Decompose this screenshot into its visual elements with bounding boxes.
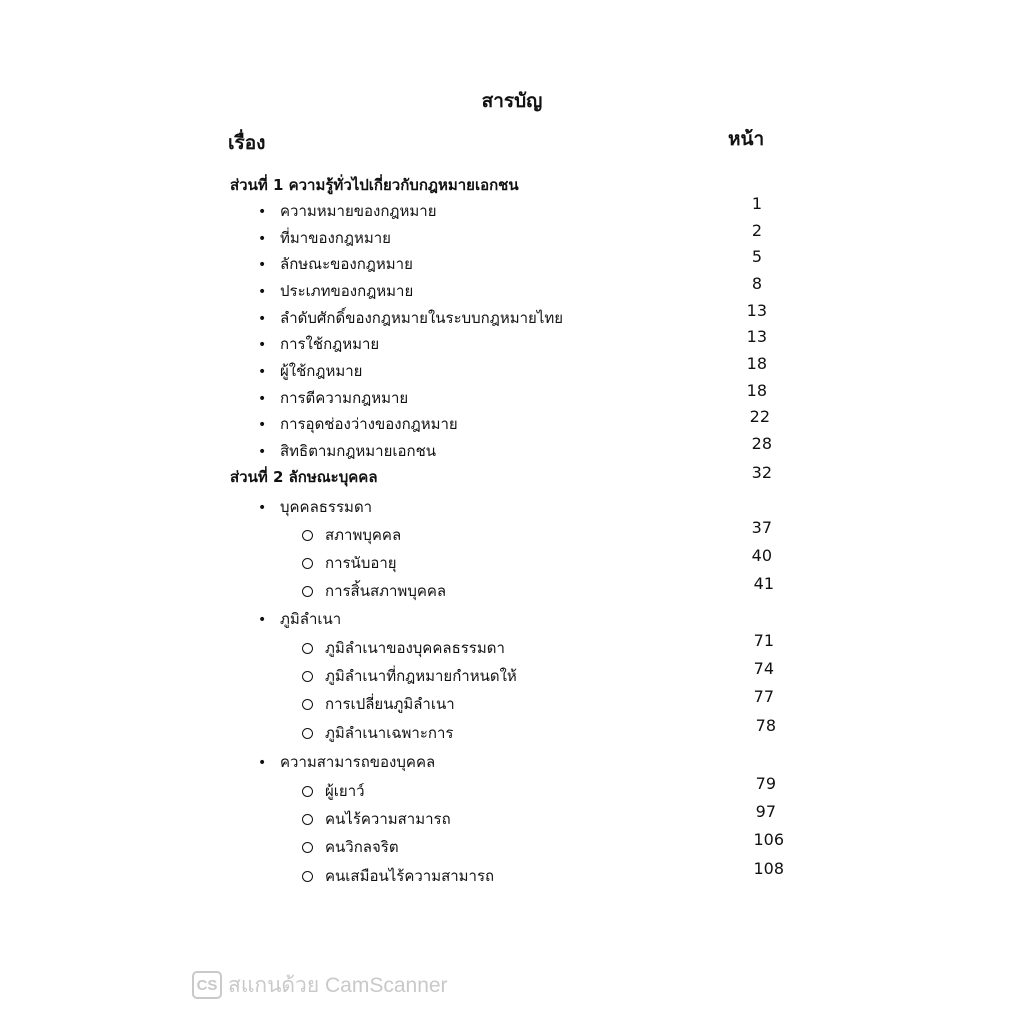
page-number: 18: [746, 381, 767, 400]
circle-bullet-icon: [302, 699, 313, 710]
toc-entry: ภูมิลำเนาของบุคคลธรรมดา: [302, 638, 505, 658]
circle-bullet-icon: [302, 786, 313, 797]
bullet-icon: •: [258, 417, 267, 433]
page-number: 32: [751, 463, 772, 482]
circle-bullet-icon: [302, 871, 313, 882]
section-heading: ส่วนที่ 2 ลักษณะบุคคล: [230, 468, 378, 486]
toc-entry: การนับอายุ: [302, 553, 397, 573]
camscanner-watermark: [192, 968, 448, 1002]
toc-entry: • การอุดช่องว่างของกฎหมาย: [258, 415, 458, 433]
toc-entry: • ผู้ใช้กฎหมาย: [258, 362, 363, 380]
toc-entry: สภาพบุคคล: [302, 525, 401, 545]
toc-entry: • การตีความกฎหมาย: [258, 389, 409, 407]
toc-entry: คนไร้ความสามารถ: [302, 809, 451, 829]
bullet-icon: •: [258, 444, 267, 460]
page-number: 13: [746, 327, 767, 346]
toc-entry: • สิทธิตามกฎหมายเอกชน: [258, 442, 437, 460]
page-number: 106: [753, 830, 784, 849]
bullet-icon: •: [258, 311, 267, 327]
toc-entry: • การใช้กฎหมาย: [258, 335, 380, 353]
page-number: 97: [755, 802, 776, 821]
toc-entry: ภูมิลำเนาเฉพาะการ: [302, 723, 453, 743]
toc-entry: คนเสมือนไร้ความสามารถ: [302, 866, 494, 886]
page-number: 78: [755, 716, 776, 735]
page-number: 8: [751, 274, 762, 293]
bullet-icon: •: [258, 391, 267, 407]
page-number: 2: [751, 221, 762, 240]
page-number: 40: [751, 546, 772, 565]
section-heading: ส่วนที่ 1 ความรู้ทั่วไปเกี่ยวกับกฎหมายเอกชน: [230, 176, 519, 194]
subject-header: เรื่อง: [228, 132, 266, 154]
toc-subsection: • ภูมิลำเนา: [258, 610, 342, 628]
toc-entry: ผู้เยาว์: [302, 781, 365, 801]
camscanner-logo-icon: CS: [192, 971, 222, 999]
page-number: 71: [753, 631, 774, 650]
circle-bullet-icon: [302, 643, 313, 654]
page-number: 108: [753, 859, 784, 878]
toc-subsection: • บุคคลธรรมดา: [258, 498, 373, 516]
toc-entry: การสิ้นสภาพบุคคล: [302, 581, 446, 601]
toc-entry: ภูมิลำเนาที่กฎหมายกำหนดให้: [302, 666, 517, 686]
page-number: 74: [753, 659, 774, 678]
toc-subsection: • ความสามารถของบุคคล: [258, 753, 436, 771]
bullet-icon: •: [258, 231, 267, 247]
circle-bullet-icon: [302, 558, 313, 569]
bullet-icon: •: [258, 364, 267, 380]
bullet-icon: •: [258, 337, 267, 353]
toc-entry: • ประเภทของกฎหมาย: [258, 282, 414, 300]
bullet-icon: •: [258, 612, 267, 628]
page-number: 37: [751, 518, 772, 537]
page-number: 22: [749, 407, 770, 426]
circle-bullet-icon: [302, 842, 313, 853]
page-number: 13: [746, 301, 767, 320]
bullet-icon: •: [258, 204, 267, 220]
toc-entry: • ที่มาของกฎหมาย: [258, 229, 391, 247]
toc-title: สารบัญ: [481, 90, 543, 112]
toc-entry: • ลักษณะของกฎหมาย: [258, 255, 413, 273]
page-number: 77: [753, 687, 774, 706]
circle-bullet-icon: [302, 586, 313, 597]
circle-bullet-icon: [302, 814, 313, 825]
bullet-icon: •: [258, 257, 267, 273]
toc-entry: คนวิกลจริต: [302, 837, 399, 857]
page-number: 79: [755, 774, 776, 793]
page-number: 5: [751, 247, 762, 266]
page-number: 18: [746, 354, 767, 373]
bullet-icon: •: [258, 755, 267, 771]
page-number: 41: [753, 574, 774, 593]
circle-bullet-icon: [302, 728, 313, 739]
toc-entry: • ความหมายของกฎหมาย: [258, 202, 437, 220]
page-number: 28: [751, 434, 772, 453]
toc-entry: • ลำดับศักดิ์ของกฎหมายในระบบกฎหมายไทย: [258, 309, 564, 327]
circle-bullet-icon: [302, 671, 313, 682]
page-number: 1: [751, 194, 762, 213]
bullet-icon: •: [258, 500, 267, 516]
bullet-icon: •: [258, 284, 267, 300]
page-header: หน้า: [728, 128, 765, 150]
toc-entry: การเปลี่ยนภูมิลำเนา: [302, 694, 455, 714]
circle-bullet-icon: [302, 530, 313, 541]
watermark-text: สแกนด้วย CamScanner: [228, 973, 448, 997]
